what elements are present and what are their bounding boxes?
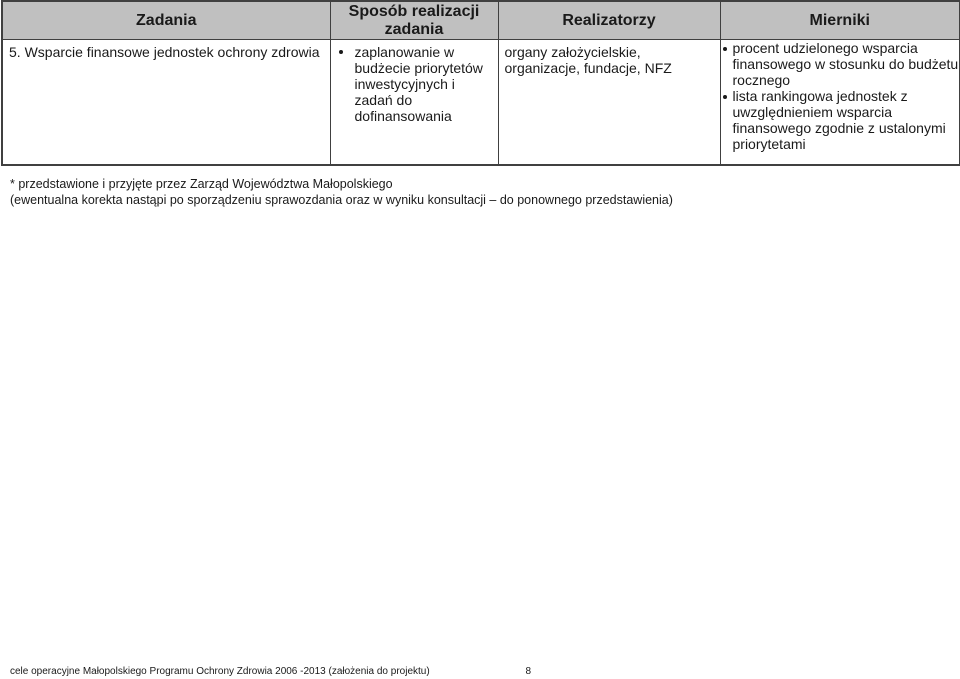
footer-text: cele operacyjne Małopolskiego Programu Ochrony Zdrowia 2006 -2013 (założenia do projektu)	[10, 666, 430, 677]
footnote-line-1: * przedstawione i przyjęte przez Zarząd Województwa Małopolskiego	[10, 177, 393, 191]
page-number: 8	[525, 666, 532, 677]
footnote-line-2: (ewentualna korekta nastąpi po sporządzeniu sprawozdania oraz w wyniku konsultacji – do ponownego przedstawienia)	[10, 193, 673, 207]
header-mierniki: Mierniki	[720, 1, 960, 40]
tasks-table-container	[0, 0, 960, 166]
table-row	[2, 40, 960, 166]
table-header-row	[2, 1, 960, 40]
header-zadania: Zadania	[2, 1, 330, 40]
cell-realizatorzy	[498, 40, 720, 166]
sposob-text: zaplanowanie w budżecie priorytetów inwestycyjnych i zadań do dofinansowania	[331, 40, 498, 124]
cell-sposob	[330, 40, 498, 166]
cell-mierniki	[720, 40, 960, 166]
list-item: lista rankingowa jednostek z uwzględnieniem wsparcia finansowego zgodnie z ustalonymi priorytetami	[721, 88, 960, 152]
cell-zadanie	[2, 40, 330, 166]
list-item: procent udzielonego wsparcia finansowego w stosunku do budżetu rocznego	[721, 40, 960, 88]
footnote	[10, 176, 673, 208]
page-footer	[10, 666, 531, 678]
header-sposob: Sposób realizacji zadania	[330, 1, 498, 40]
header-realizatorzy: Realizatorzy	[498, 1, 720, 40]
tasks-table	[1, 0, 960, 166]
mierniki-list	[721, 40, 960, 152]
zadanie-text: 5. Wsparcie finansowe jednostek ochrony zdrowia	[9, 44, 320, 60]
realizatorzy-text: organy założycielskie, organizacje, fundacje, NFZ	[504, 44, 672, 76]
